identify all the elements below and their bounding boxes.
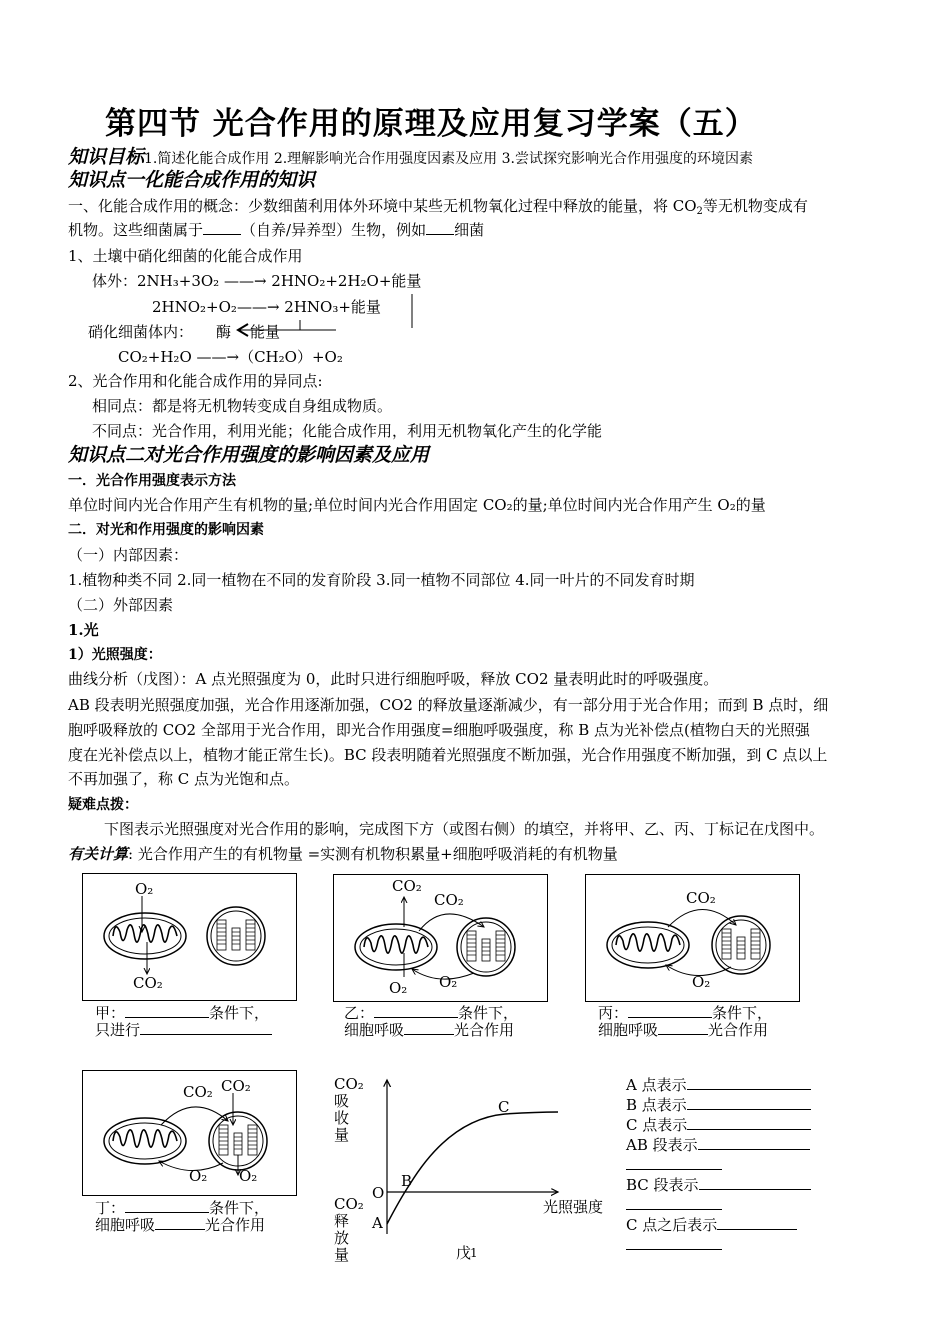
qa-ab: AB 段表示 xyxy=(626,1136,698,1154)
qa-block xyxy=(626,1075,811,1255)
k2-p7: 1.光 xyxy=(68,621,99,639)
qa-c: C 点表示 xyxy=(626,1116,688,1134)
qa-bc: BC 段表示 xyxy=(626,1176,699,1194)
k1-eq3a: 硝化细菌体内： xyxy=(88,323,194,341)
co2-label: CO₂ xyxy=(434,891,464,909)
o2-label: O₂ xyxy=(189,1167,208,1185)
k1-same: 相同点：都是将无机物转变成自身组成物质。 xyxy=(92,397,393,415)
blank[interactable] xyxy=(203,220,241,235)
blank[interactable] xyxy=(687,1095,811,1110)
blank[interactable] xyxy=(699,1175,811,1190)
k2-heading: 知识点二对光合作用强度的影响因素及应用 xyxy=(68,444,430,466)
k1-def2a: 机物。这些细菌属于 xyxy=(68,221,204,239)
k1-s1: 1、土壤中硝化细菌的化能合成作用 xyxy=(68,247,303,265)
point-label-a: A xyxy=(372,1214,383,1232)
o2-label: O₂ xyxy=(692,973,711,991)
caption-bing: 丙： xyxy=(598,1004,629,1022)
goal-text: 1.简述化能合成作用 2.理解影响光合作用强度因素及应用 3.尝试探究影响光合作用强度的环境因素 xyxy=(144,151,753,167)
k2-p3: 二．对光和作用强度的影响因素 xyxy=(68,522,264,538)
k2-p6: （二）外部因素 xyxy=(68,596,174,614)
x-label: 光照强度 xyxy=(543,1198,604,1216)
blank[interactable] xyxy=(404,1020,454,1035)
figure-ding xyxy=(82,1070,297,1196)
caption-ding-2: 细胞呼吸 xyxy=(95,1216,156,1234)
figure-jia xyxy=(82,873,297,1001)
k1-def1b: 等无机物变成有 xyxy=(702,197,808,215)
point-label-c: C xyxy=(498,1098,510,1116)
co2-label: CO₂ xyxy=(133,974,163,992)
calc-label: 有关计算 xyxy=(68,845,129,863)
blank[interactable] xyxy=(687,1075,811,1090)
caption-jia-2: 只进行 xyxy=(95,1021,141,1039)
qa-b: B 点表示 xyxy=(626,1096,687,1114)
k2-p4: （一）内部因素： xyxy=(68,546,189,564)
k1-def1: 一、化能合成作用的概念：少数细菌利用体外环境中某些无机物氧化过程中释放的能量，将 CO xyxy=(68,197,697,215)
co2-label: CO₂ xyxy=(183,1083,213,1101)
figure-yi xyxy=(333,874,548,1002)
caption-ding-3: 光合作用 xyxy=(205,1216,266,1234)
blank[interactable] xyxy=(140,1020,272,1035)
blank[interactable] xyxy=(374,1003,458,1018)
caption-bing-b: 条件下， xyxy=(712,1004,773,1022)
k1-eq1: 体外：2NH₃+3O₂ ——→ 2HNO₂+2H₂O+能量 xyxy=(92,272,422,290)
blank[interactable] xyxy=(626,1195,722,1210)
blank[interactable] xyxy=(628,1003,712,1018)
k2-p9: 曲线分析（戊图）：A 点光照强度为 0，此时只进行细胞呼吸，释放 CO2 量表明此时的呼吸强度。 xyxy=(68,670,719,688)
caption-jia-b: 条件下， xyxy=(209,1004,270,1022)
caption-yi: 乙： xyxy=(344,1004,375,1022)
energy-arrows xyxy=(228,290,428,350)
blank[interactable] xyxy=(698,1135,810,1150)
y-label-bottom: CO₂释放量 xyxy=(334,1195,364,1264)
blank[interactable] xyxy=(626,1235,722,1250)
figure-bing xyxy=(585,874,800,1002)
caption-bing-3: 光合作用 xyxy=(708,1021,769,1039)
calc-text: : 光合作用产生的有机物量 =实测有机物积累量+细胞呼吸消耗的有机物量 xyxy=(128,845,618,863)
caption-yi-b: 条件下， xyxy=(458,1004,519,1022)
k2-p15: 下图表示光照强度对光合作用的影响，完成图下方（或图右侧）的填空，并将甲、乙、丙、丁标记在戊图中。 xyxy=(104,820,825,838)
blank[interactable] xyxy=(125,1198,209,1213)
k1-eq3c: 能量 xyxy=(250,323,281,341)
k1-eq4: CO₂+H₂O ——→（CH₂O）+O₂ xyxy=(118,348,343,366)
point-label-b: B xyxy=(401,1172,413,1190)
co2-label: CO₂ xyxy=(686,889,716,907)
o2-label: O₂ xyxy=(135,880,154,898)
caption-bing-2: 细胞呼吸 xyxy=(598,1021,659,1039)
k1-eq3b: 酶 xyxy=(216,323,232,341)
k2-p13: 不再加强了，称 C 点为光饱和点。 xyxy=(68,770,300,788)
blank[interactable] xyxy=(658,1020,708,1035)
caption-yi-3: 光合作用 xyxy=(454,1021,515,1039)
k1-heading: 知识点一化能合成作用的知识 xyxy=(68,169,316,191)
k1-eq2: 2HNO₂+O₂——→ 2HNO₃+能量 xyxy=(152,298,381,316)
k2-p10: AB 段表明光照强度加强，光合作用逐渐加强，CO2 的释放量逐渐减少，有一部分用于光合作用；而到 B 点时，细 xyxy=(68,696,829,714)
blank[interactable] xyxy=(626,1155,722,1170)
caption-ding-b: 条件下， xyxy=(209,1199,270,1217)
caption-ding: 丁： xyxy=(95,1199,126,1217)
k1-def2b: （自养/异养型）生物，例如 xyxy=(241,221,427,239)
page-title: 第四节 光合作用的原理及应用复习学案（五） xyxy=(105,106,757,142)
qa-a: A 点表示 xyxy=(626,1076,687,1094)
caption-yi-2: 细胞呼吸 xyxy=(344,1021,405,1039)
o2-label: O₂ xyxy=(389,979,408,997)
co2-label: CO₂ xyxy=(221,1077,251,1095)
co2-label: CO₂ xyxy=(392,877,422,895)
chart-wu xyxy=(330,1074,610,1284)
blank[interactable] xyxy=(426,220,454,235)
k2-p12: 度在光补偿点以上，植物才能正常生长)。BC 段表明随着光照强度不断加强，光合作用强度不断加强，到 C 点以上 xyxy=(68,746,828,764)
k2-p14: 疑难点拨： xyxy=(68,797,138,813)
page-number: 1 xyxy=(470,1246,478,1260)
k1-s2: 2、光合作用和化能合成作用的异同点: xyxy=(68,372,323,390)
point-label-o: O xyxy=(372,1184,385,1202)
blank[interactable] xyxy=(155,1215,205,1230)
k1-def2c: 细菌 xyxy=(454,221,485,239)
chart-title: 戊 xyxy=(456,1244,472,1262)
k2-p5: 1.植物种类不同 2.同一植物在不同的发育阶段 3.同一植物不同部位 4.同一叶片的不同发育时期 xyxy=(68,571,695,589)
blank[interactable] xyxy=(687,1115,811,1130)
qa-after-c: C 点之后表示 xyxy=(626,1216,718,1234)
k2-p1: 一．光合作用强度表示方法 xyxy=(68,473,236,489)
o2-label: O₂ xyxy=(239,1167,258,1185)
y-label-top: CO₂吸收量 xyxy=(334,1075,364,1144)
caption-jia: 甲： xyxy=(95,1004,126,1022)
k2-p2: 单位时间内光合作用产生有机物的量;单位时间内光合作用固定 CO₂的量;单位时间内光合作用产生 O₂的量 xyxy=(68,496,766,514)
o2-label: O₂ xyxy=(439,973,458,991)
blank[interactable] xyxy=(717,1215,797,1230)
k1-diff: 不同点：光合作用，利用光能；化能合成作用，利用无机物氧化产生的化学能 xyxy=(92,422,603,440)
series-curve xyxy=(387,1112,558,1224)
goal-label: 知识目标 xyxy=(68,146,145,168)
blank[interactable] xyxy=(125,1003,209,1018)
k2-p8: 1）光照强度： xyxy=(68,647,162,663)
k2-p11: 胞呼吸释放的 CO2 全部用于光合作用，即光合作用强度=细胞呼吸强度，称 B 点为光补偿点(植物白天的光照强 xyxy=(68,721,810,739)
